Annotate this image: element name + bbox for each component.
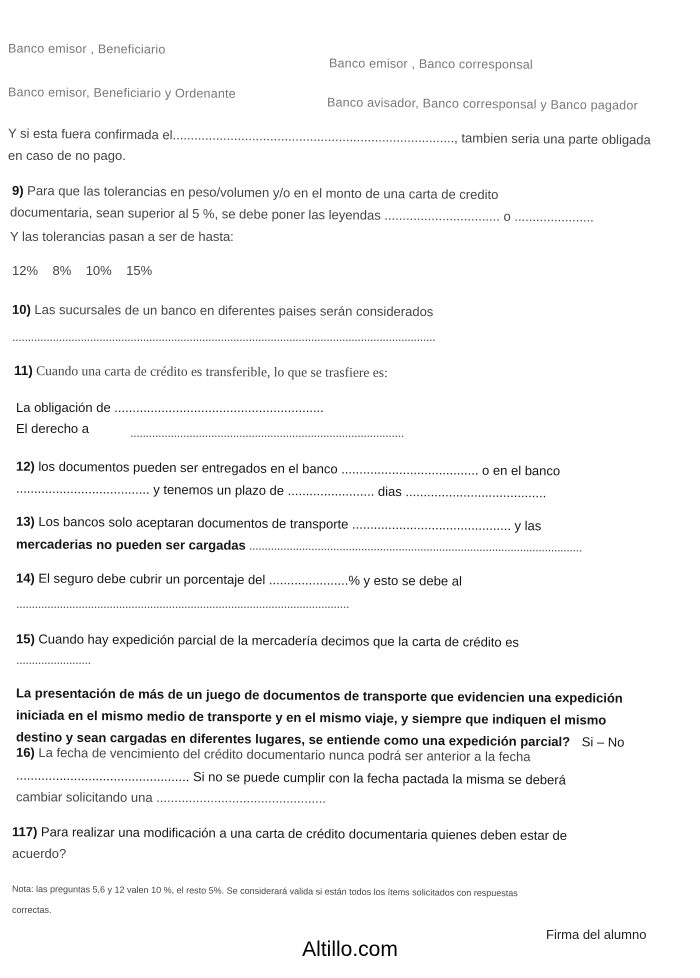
option-c: Banco emisor, Beneficiario y Ordenante bbox=[7, 85, 236, 101]
question-12-line-2: ..................................... y tenemos un plazo de ........................ dias ....................................... bbox=[15, 480, 547, 501]
question-14-text: El seguro debe cubrir un porcentaje del ......................% y esto se debe al bbox=[34, 570, 462, 589]
question-16-number: 16) bbox=[15, 744, 35, 760]
question-9-line-3: Y las tolerancias pasan a ser de hasta: bbox=[10, 229, 234, 244]
firma-del-alumno: Firma del alumno bbox=[546, 927, 647, 942]
question-12-text: los documentos pueden ser entregados en el banco ...................................... o en el banco bbox=[34, 458, 561, 479]
question-10-answer-line: ........................................................................................................................................ bbox=[12, 329, 436, 344]
option-d: Banco avisador, Banco corresponsal y Banco pagador bbox=[326, 95, 638, 113]
question-17-text: Para realizar una modificación a una carta de crédito documentaria quienes deben estar de bbox=[37, 824, 568, 843]
question-15-answer-line: ........................ bbox=[16, 652, 91, 667]
altillo-footer: Altillo.com bbox=[302, 938, 398, 961]
question-9-number: 9) bbox=[11, 182, 24, 198]
question-14-number: 14) bbox=[15, 570, 35, 586]
question-16-line-1 bbox=[16, 745, 531, 765]
question-17-number: 117) bbox=[11, 824, 38, 840]
question-14-line-1 bbox=[16, 570, 462, 589]
question-11-number: 11) bbox=[13, 363, 33, 379]
option-a: Banco emisor , Beneficiario bbox=[7, 41, 166, 57]
question-9-line-2: documentaria, sean superior al 5 %, se debe poner las leyendas ................................ o ...................... bbox=[9, 204, 594, 225]
option-b: Banco emisor , Banco corresponsal bbox=[328, 56, 533, 72]
paragraph-line-1: La presentación de más de un juego de documentos de transporte que evidencien una expedición bbox=[15, 685, 623, 706]
question-13-dots: ........................................................................................................... bbox=[245, 537, 582, 555]
question-11-text: Cuando una carta de crédito es transferible, lo que se trasfiere es: bbox=[32, 363, 388, 380]
paragraph-line-2: iniciada en el mismo medio de transporte y en el mismo viaje, y siempre que indiquen el mismo bbox=[15, 707, 607, 728]
question-15-line-1 bbox=[16, 631, 519, 651]
question-15-number: 15) bbox=[15, 631, 35, 647]
question-16-line-3: cambiar solicitando una ............................................... bbox=[15, 789, 326, 806]
question-13-text: Los bancos solo aceptaran documentos de transporte ............................................ y las bbox=[34, 513, 542, 534]
question-12-number: 12) bbox=[15, 458, 35, 474]
question-14-answer-line: ........................................................................................................... bbox=[16, 596, 349, 611]
question-9-line-1 bbox=[12, 183, 498, 203]
question-16-line-2: ................................................ Si no se puede cumplir con la fecha pactada la misma se deberá bbox=[15, 767, 566, 788]
question-16-text: La fecha de vencimiento del crédito documentario nunca podrá ser anterior a la fecha bbox=[34, 744, 531, 765]
question-10-text: Las sucursales de un banco en diferentes paises serán considerados bbox=[30, 301, 434, 320]
question-13-line-1 bbox=[16, 514, 541, 535]
confirmada-line-1: Y si esta fuera confirmada el.............................................................................., tambien seria una parte obligada bbox=[7, 125, 651, 148]
question-17-line-1 bbox=[12, 824, 567, 844]
nota-line-2: correctas. bbox=[12, 905, 52, 915]
question-11-line-1 bbox=[14, 363, 388, 381]
si-no-options: Si – No bbox=[581, 734, 625, 750]
question-11-obligacion: La obligación de .......................................................... bbox=[16, 400, 324, 415]
paragraph-question: destino y sean cargadas en diferentes lugares, se entiende como una expedición parcial? bbox=[15, 729, 571, 750]
question-10-line-1 bbox=[12, 302, 433, 320]
confirmada-line-2: en caso de no pago. bbox=[8, 148, 126, 163]
question-11-derecho-dots: ........................................................................................ bbox=[130, 425, 404, 440]
question-13-bold-text: mercaderias no pueden ser cargadas bbox=[15, 536, 246, 553]
question-9-options: 12% 8% 10% 15% bbox=[12, 263, 153, 278]
question-17-line-2: acuerdo? bbox=[12, 846, 67, 861]
question-13-line-2 bbox=[16, 537, 582, 556]
nota-line-1: Nota: las preguntas 5,6 y 12 valen 10 %, el resto 5%. Se considerará valida si están todos los ítems solicitados con respuestas bbox=[11, 883, 518, 899]
question-13-number: 13) bbox=[15, 513, 35, 529]
question-15-text: Cuando hay expedición parcial de la mercadería decimos que la carta de crédito es bbox=[34, 631, 520, 650]
question-10-number: 10) bbox=[11, 301, 31, 317]
question-11-derecho: El derecho a bbox=[16, 421, 89, 436]
question-12-line-1 bbox=[16, 459, 560, 480]
question-9-text: Para que las tolerancias en peso/volumen y/o en el monto de una carta de credito bbox=[23, 182, 499, 203]
